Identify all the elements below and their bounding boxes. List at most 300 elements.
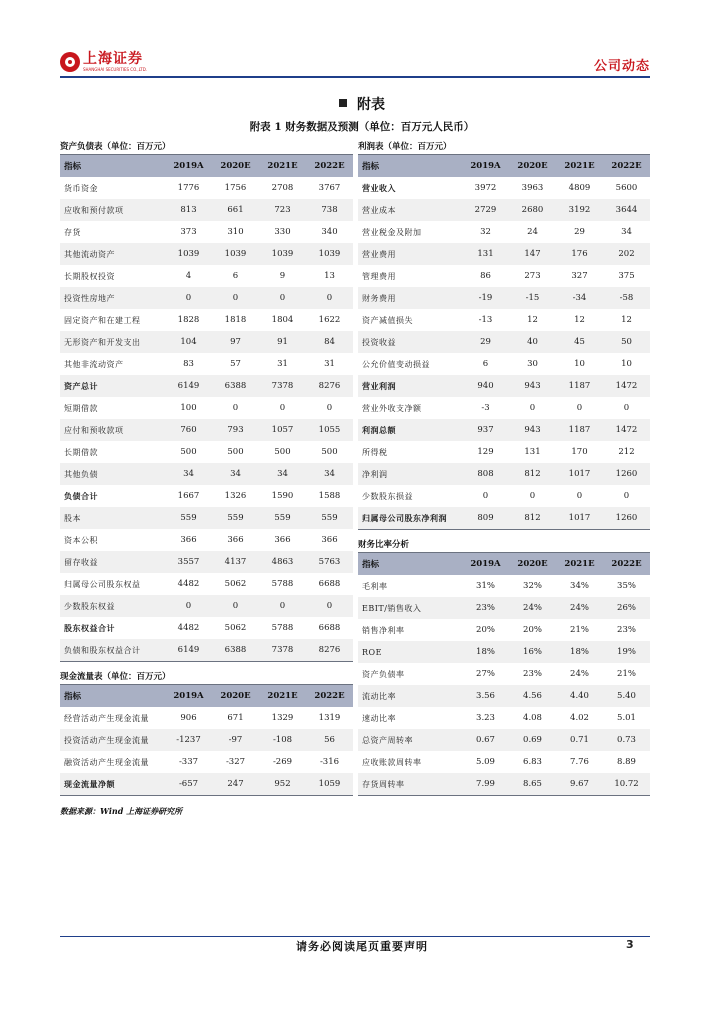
table-cell: 6149 [165,639,212,662]
table-row [358,441,650,463]
table-cell: 1828 [177,315,200,325]
table-cell: 0.67 [462,729,509,751]
table-cell: 18% [556,641,603,663]
table-cell: 40 [509,331,556,353]
table-cell: 129 [477,447,494,457]
table-cell: 0 [232,403,239,413]
table-row [358,177,650,199]
row-label: 所得税 [362,447,388,457]
table-caption: 附表 1 财务数据及预测（单位：百万元人民币） [249,121,475,133]
row-label: 管理费用 [362,271,396,281]
table-cell: 34 [165,463,212,485]
table-cell: 1756 [224,183,247,193]
table-cell: 366 [274,535,291,545]
column-header-year: 2019A [462,155,509,177]
table-cell: 1039 [165,243,212,265]
table-cell: 23% [617,625,636,635]
table-row [358,309,650,331]
footer-disclaimer: 请务必阅读尾页重要声明 [296,940,428,953]
table-row [358,331,650,353]
table-cell: 1818 [224,315,247,325]
table-cell: 0 [259,287,306,309]
table-cell: 5.01 [617,713,636,723]
table-row [60,639,353,662]
column-header-year: 2021E [259,155,306,177]
row-label: 营业费用 [358,243,462,265]
table-row [358,685,650,707]
row-label: 固定资产和在建工程 [64,315,141,325]
table-cell: 29 [462,331,509,353]
table-cell: 0 [576,403,583,413]
table-row [358,243,650,265]
table-cell: 0 [279,403,286,413]
table-cell: 1260 [603,463,650,485]
table-cell: 247 [212,773,259,796]
row-label: 负债合计 [64,490,98,501]
table-cell: 0 [623,403,630,413]
table-row [60,707,353,729]
table-cell: 0.69 [509,729,556,751]
table-row [60,751,353,773]
column-header-year: 2020E [509,553,556,575]
row-label: ROE [358,641,462,663]
table-cell: 4863 [259,551,306,573]
column-header-metric: 指标 [358,155,462,177]
table-cell: 19% [603,641,650,663]
row-label: 存货 [64,227,81,237]
table-row [358,485,650,507]
table-cell: 6388 [212,639,259,662]
table-row [60,773,353,796]
table-cell: 812 [509,463,556,485]
table-cell: 940 [462,375,509,397]
table-cell: -327 [225,757,246,767]
row-label: 归属母公司股东权益 [64,579,141,589]
table-row [60,463,353,485]
table-cell: 0 [212,595,259,617]
table-cell: 131 [462,243,509,265]
table-cell: 808 [462,463,509,485]
section-label: 公司动态 [593,59,650,74]
row-label: 销售净利率 [362,625,405,635]
column-header-year: 2020E [212,685,259,707]
logo-icon [60,52,80,72]
table-cell: 559 [306,507,353,529]
table-cell: 97 [212,331,259,353]
table-row [358,663,650,685]
table-row [358,199,650,221]
table-row [60,729,353,751]
row-label: 营业利润 [358,375,462,397]
appendix-title: 附表 [357,97,385,113]
table-cell: 7.76 [570,757,589,767]
table-cell: -108 [259,729,306,751]
table-row [358,353,650,375]
table-cell: 0 [165,287,212,309]
table-cell: 31 [277,359,288,369]
page-number: 3 [626,938,634,951]
table-cell: 50 [603,331,650,353]
table-cell: 0 [326,403,333,413]
table-cell: 29 [574,227,585,237]
table-cell: 6 [232,271,239,281]
table-row [60,617,353,639]
table-row [60,441,353,463]
table-cell: 500 [227,447,244,457]
table-cell: 24% [570,669,589,679]
table-cell: 937 [462,419,509,441]
table-cell: 2729 [462,199,509,221]
table-cell: 26% [603,597,650,619]
table-cell: 0 [306,287,353,309]
table-cell: 4.56 [509,685,556,707]
table-row [60,265,353,287]
table-cell: 4.40 [556,685,603,707]
table-row [60,353,353,375]
table-cell: 13 [324,271,335,281]
table-cell: 34 [306,463,353,485]
table-cell: 952 [259,773,306,796]
row-label: 其他非流动资产 [64,359,124,369]
table-row [60,573,353,595]
table-cell: 5788 [271,579,294,589]
table-header-row [358,553,650,575]
table-cell: 84 [306,331,353,353]
row-label: 留存收益 [60,551,165,573]
cash-flow-block [60,670,353,796]
table-cell: 12 [527,315,538,325]
table-row [60,287,353,309]
table-row [358,463,650,485]
table-cell: 86 [480,271,491,281]
table-row [60,397,353,419]
balance-sheet-block [60,140,353,662]
table-cell: -19 [462,287,509,309]
table-row [358,597,650,619]
table-cell: 5763 [306,551,353,573]
footer-divider [60,936,650,937]
table-cell: -1237 [165,729,212,751]
table-cell: 273 [524,271,541,281]
table-cell: 2680 [509,199,556,221]
table-cell: 34 [621,227,632,237]
table-cell: 0 [259,595,306,617]
table-cell: 1039 [306,243,353,265]
column-header-year: 2022E [603,553,650,575]
table-cell: -3 [481,403,490,413]
row-label: 存货周转率 [358,773,462,796]
row-label: 少数股东损益 [362,491,413,501]
balance-sheet-table [60,155,353,662]
table-cell: 56 [306,729,353,751]
row-label: 应收和预付款项 [60,199,165,221]
table-cell: 559 [259,507,306,529]
table-cell: 100 [180,403,197,413]
row-label: 资产总计 [60,375,165,397]
table-cell: 34 [259,463,306,485]
table-cell: -13 [478,315,493,325]
table-cell: -657 [165,773,212,796]
row-label: 营业税金及附加 [362,227,422,237]
row-label: 负债和股东权益合计 [60,639,165,662]
row-label: 资产减值损失 [362,315,413,325]
row-label: 毛利率 [362,581,388,591]
table-row [60,221,353,243]
table-cell: 3963 [521,183,544,193]
income-statement-block [358,140,650,530]
table-cell: 9.67 [556,773,603,796]
table-row [358,375,650,397]
table-cell: 57 [230,359,241,369]
table-cell: 943 [509,375,556,397]
table-cell: 8276 [306,375,353,397]
table-cell: 812 [509,507,556,530]
table-cell: 18% [462,641,509,663]
row-label: 少数股东权益 [60,595,165,617]
table-cell: 943 [509,419,556,441]
table-row [358,641,650,663]
table-cell: 3.56 [462,685,509,707]
table-cell: 1804 [271,315,294,325]
table-cell: 10 [621,359,632,369]
table-cell: 793 [212,419,259,441]
table-cell: -97 [212,729,259,751]
row-label: 营业成本 [358,199,462,221]
row-label: 经营活动产生现金流量 [64,713,149,723]
table-cell: 723 [259,199,306,221]
balance-sheet-title: 资产负债表（单位：百万元） [60,140,353,155]
table-cell: 661 [212,199,259,221]
table-cell: 9 [279,271,286,281]
table-row [358,575,650,597]
table-cell: 5788 [271,623,294,633]
table-row [358,397,650,419]
table-row [358,265,650,287]
table-cell: 2708 [271,183,294,193]
table-cell: 34% [570,581,589,591]
appendix-heading [0,94,724,114]
row-label: 流动比率 [358,685,462,707]
table-cell: 3767 [318,183,341,193]
row-label: 财务费用 [358,287,462,309]
column-header-metric: 指标 [358,553,462,575]
table-cell: 373 [180,227,197,237]
company-logo [60,52,147,72]
table-row [358,287,650,309]
table-cell: -15 [509,287,556,309]
column-header-year: 2021E [556,553,603,575]
table-cell: -58 [603,287,650,309]
table-cell: 1057 [259,419,306,441]
table-cell: 147 [509,243,556,265]
table-cell: 3644 [603,199,650,221]
table-row [60,529,353,551]
row-label: 应付和预收款项 [60,419,165,441]
table-cell: 21% [570,625,589,635]
table-row [60,485,353,507]
table-cell: 500 [321,447,338,457]
financial-ratios-title: 财务比率分析 [358,538,650,553]
table-cell: 7378 [259,639,306,662]
table-cell: 6688 [318,623,341,633]
table-row [358,221,650,243]
table-cell: 1590 [271,491,294,501]
row-label: 公允价值变动损益 [362,359,430,369]
table-cell: 24% [509,597,556,619]
table-cell: 23% [523,669,542,679]
income-statement-table [358,155,650,530]
row-label: 资产负债率 [362,669,405,679]
table-cell: 5062 [224,623,247,633]
table-cell: 1588 [318,491,341,501]
table-cell: 1319 [318,713,341,723]
table-cell: 0 [623,491,630,501]
table-cell: 0.71 [556,729,603,751]
table-cell: 1059 [306,773,353,796]
table-row [358,729,650,751]
row-label: 投资性房地产 [60,287,165,309]
table-cell: 12 [574,315,585,325]
column-header-year: 2022E [306,155,353,177]
table-cell: 3192 [556,199,603,221]
table-cell: 1055 [306,419,353,441]
table-row [60,507,353,529]
table-row [60,375,353,397]
table-cell: 559 [165,507,212,529]
column-header-metric: 指标 [60,685,165,707]
row-label: 股本 [60,507,165,529]
column-header-year: 2019A [165,155,212,177]
table-cell: 21% [617,669,636,679]
table-cell: 5600 [615,183,638,193]
row-label: 资本公积 [64,535,98,545]
row-label: 应收账款周转率 [362,757,422,767]
table-cell: 6149 [165,375,212,397]
table-cell: 0 [529,491,536,501]
table-cell: 327 [571,271,588,281]
table-cell: 0 [212,287,259,309]
column-header-year: 2021E [556,155,603,177]
table-cell: 31 [324,359,335,369]
table-cell: 8276 [306,639,353,662]
table-cell: 16% [509,641,556,663]
row-label: 短期借款 [64,403,98,413]
row-label: 货币资金 [64,183,98,193]
table-cell: 1017 [556,507,603,530]
table-cell: 1039 [259,243,306,265]
table-cell: 83 [183,359,194,369]
table-row [60,177,353,199]
column-header-year: 2021E [259,685,306,707]
column-header-metric: 指标 [60,155,165,177]
table-cell: 8.89 [617,757,636,767]
table-cell: 4.08 [523,713,542,723]
table-cell: 310 [227,227,244,237]
table-cell: 0 [576,491,583,501]
table-cell: 8.65 [509,773,556,796]
table-cell: -337 [178,757,199,767]
table-cell: 5.09 [476,757,495,767]
table-cell: 4 [185,271,192,281]
row-label: 融资活动产生现金流量 [64,757,149,767]
row-label: 速动比率 [362,713,396,723]
table-row [60,243,353,265]
table-cell: 5.40 [603,685,650,707]
table-cell: 34 [212,463,259,485]
table-cell: 4809 [568,183,591,193]
table-cell: 813 [165,199,212,221]
table-cell: 366 [180,535,197,545]
row-label: 股东权益合计 [64,622,115,633]
table-cell: 760 [165,419,212,441]
table-cell: 375 [618,271,635,281]
table-cell: 20% [523,625,542,635]
table-cell: 35% [617,581,636,591]
table-cell: -269 [272,757,293,767]
table-cell: 32% [523,581,542,591]
table-cell: 1622 [318,315,341,325]
table-cell: 1260 [603,507,650,530]
row-label: 其他负债 [60,463,165,485]
table-cell: 6 [482,359,489,369]
row-label: 营业收入 [362,182,396,193]
table-row [358,619,650,641]
table-cell: 7.99 [462,773,509,796]
table-cell: 10 [574,359,585,369]
table-cell: 1667 [177,491,200,501]
table-row [358,419,650,441]
row-label: 无形资产和开发支出 [60,331,165,353]
income-statement-title: 利润表（单位：百万元） [358,140,650,155]
table-cell: 1472 [603,419,650,441]
table-cell: 6388 [212,375,259,397]
financial-ratios-table [358,553,650,796]
table-cell: 1187 [556,419,603,441]
table-cell: 202 [603,243,650,265]
column-header-year: 2020E [212,155,259,177]
table-cell: 23% [462,597,509,619]
table-cell: 24 [527,227,538,237]
table-header-row [358,155,650,177]
table-cell: 32 [480,227,491,237]
table-cell: 10.72 [603,773,650,796]
table-row [60,309,353,331]
table-cell: 4137 [212,551,259,573]
table-cell: 0 [482,491,489,501]
table-cell: 24% [556,597,603,619]
table-cell: 30 [527,359,538,369]
row-label: EBIT/销售收入 [358,597,462,619]
table-cell: 27% [476,669,495,679]
table-row [60,331,353,353]
table-cell: 366 [321,535,338,545]
table-cell: 0 [306,595,353,617]
column-header-year: 2020E [509,155,556,177]
table-cell: 1039 [212,243,259,265]
row-label: 现金流量净额 [60,773,165,796]
table-cell: 7378 [259,375,306,397]
row-label: 其他流动资产 [60,243,165,265]
row-label: 营业外收支净额 [362,403,422,413]
table-row [358,507,650,530]
financial-ratios-block [358,538,650,796]
table-cell: 3.23 [476,713,495,723]
table-cell: 1326 [224,491,247,501]
table-cell: 500 [274,447,291,457]
logo-english-name: SHANGHAI SECURITIES CO.,LTD. [83,67,148,72]
table-row [358,773,650,796]
row-label: 投资收益 [358,331,462,353]
